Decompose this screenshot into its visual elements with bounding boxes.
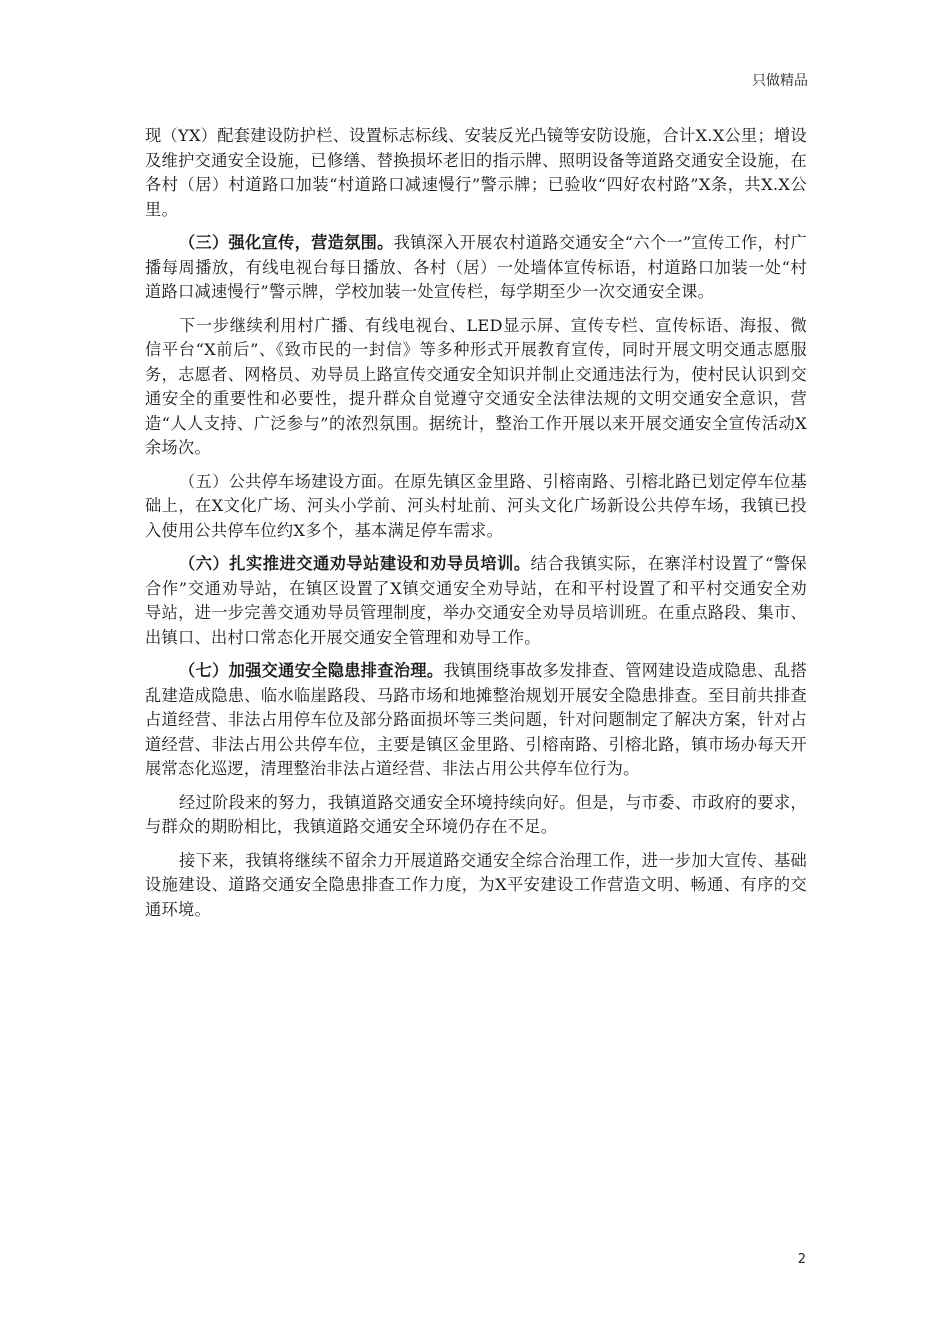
paragraph-text: 下一步继续利用村广播、有线电视台、LED显示屏、宣传专栏、宣传标语、海报、微信平台“X前后”、《致市民的一封信》等多种形式开展教育宣传，同时开展文明交通志愿服务，志愿者、网格员、劝导员上路宣传交通安全知识并制止交通违法行为，使村民认识到交通安全的重要性和必要性，提升群众自觉遵守交通安全法律法规的文明交通安全意识，营造“人人支持、广泛参与”的浓烈氛围。据统计，整治工作开展以来开展交通安全宣传活动X余场次。 bbox=[145, 315, 807, 457]
paragraph-parking bbox=[145, 470, 807, 544]
paragraph-text: 结合我镇实际，在寨洋村设置了“警保合作”交通劝导站，在镇区设置了X镇交通安全劝导站，在和平村设置了和平村交通安全劝导站，进一步完善交通劝导员管理制度，举办交通安全劝导员培训班。在重点路段、集市、出镇口、出村口常态化开展交通安全管理和劝导工作。 bbox=[145, 554, 807, 647]
paragraph-persuasion-station bbox=[145, 552, 807, 650]
paragraph-heading: （七）加强交通安全隐患排查治理。 bbox=[179, 661, 444, 680]
paragraph-text: 我镇围绕事故多发排查、管网建设造成隐患、乱搭乱建造成隐患、临水临崖路段、马路市场和地摊整治规划开展安全隐患排查。至目前共排查占道经营、非法占用停车位及部分路面损坏等三类问题，针对问题制定了解决方案，针对占道经营、非法占用公共停车位，主要是镇区金里路、引榕南路、引榕北路，镇市场办每天开展常态化巡逻，清理整治非法占道经营、非法占用公共停车位行为。 bbox=[145, 661, 807, 778]
paragraph-text: 经过阶段来的努力，我镇道路交通安全环境持续向好。但是，与市委、市政府的要求，与群众的期盼相比，我镇道路交通安全环境仍存在不足。 bbox=[145, 792, 807, 836]
paragraph-heading: （六）扎实推进交通劝导站建设和劝导员培训。 bbox=[179, 554, 531, 573]
paragraph-publicity bbox=[145, 231, 807, 305]
paragraph-next-plan bbox=[145, 849, 807, 923]
page-number: 2 bbox=[797, 1252, 806, 1267]
paragraph-text: 现（YX）配套建设防护栏、设置标志标线、安装反光凸镜等安防设施，合计X.X公里；增设及维护交通安全设施，已修缮、替换损坏老旧的指示牌、照明设备等道路交通安全设施，在各村（居）村道路口加装“村道路口减速慢行”警示牌；已验收“四好农村路”X条，共X.X公里。 bbox=[145, 126, 807, 219]
paragraph-text: 我镇深入开展农村道路交通安全“六个一”宣传工作，村广播每周播放，有线电视台每日播放、各村（居）一处墙体宣传标语，村道路口加装一处“村道路口减速慢行”警示牌，学校加装一处宣传栏，每学期至少一次交通安全课。 bbox=[145, 233, 807, 301]
paragraph-next-step bbox=[145, 314, 807, 461]
paragraph-continuation bbox=[145, 124, 807, 222]
paragraph-text: （五）公共停车场建设方面。在原先镇区金里路、引榕南路、引榕北路已划定停车位基础上，在X文化广场、河头小学前、河头村址前、河头文化广场新设公共停车场，我镇已投入使用公共停车位约X多个，基本满足停车需求。 bbox=[145, 471, 807, 540]
paragraph-text: 接下来，我镇将继续不留余力开展道路交通安全综合治理工作，进一步加大宣传、基础设施建设、道路交通安全隐患排查工作力度，为X平安建设工作营造文明、畅通、有序的交通环境。 bbox=[145, 850, 807, 919]
document-body bbox=[145, 124, 807, 931]
paragraph-summary bbox=[145, 791, 807, 840]
paragraph-hazard-inspection bbox=[145, 659, 807, 782]
header-tag: 只做精品 bbox=[752, 73, 808, 89]
paragraph-heading: （三）强化宣传，营造氛围。 bbox=[179, 233, 394, 252]
